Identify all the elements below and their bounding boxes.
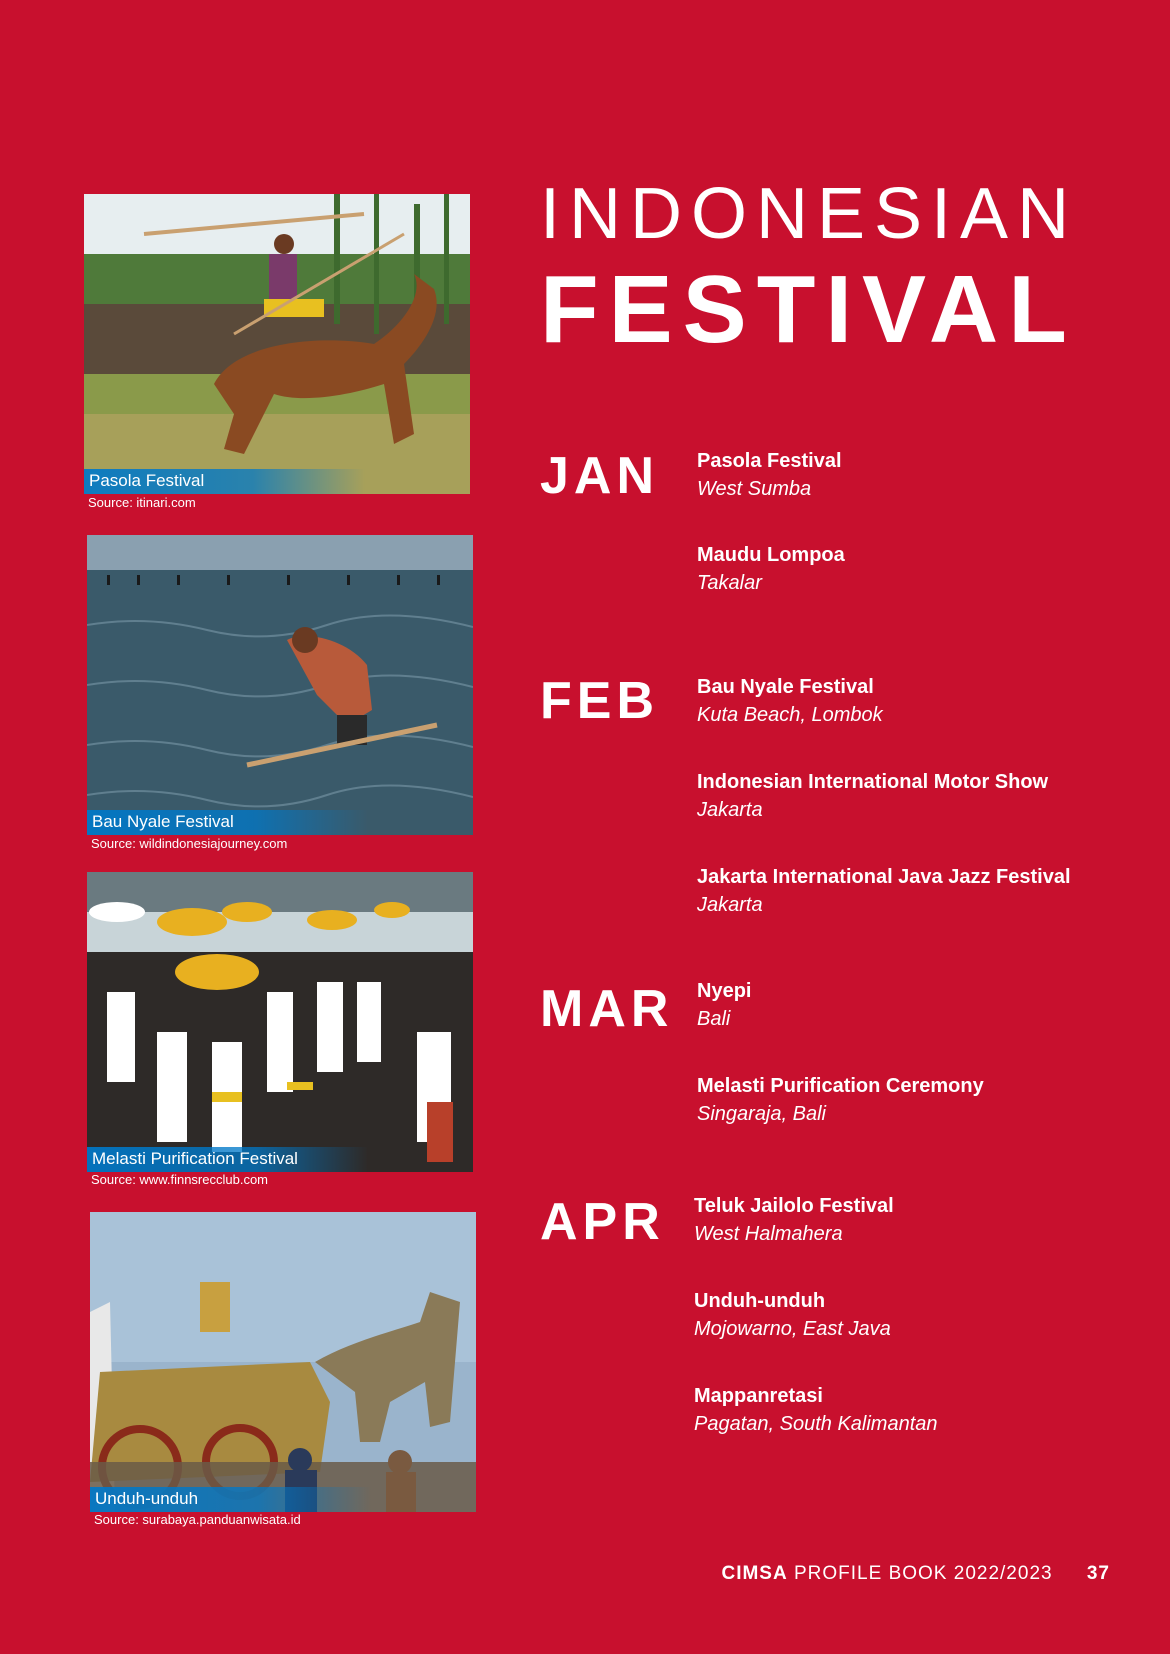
event-name: Maudu Lompoa bbox=[697, 544, 845, 566]
month-jan: JAN bbox=[540, 447, 660, 505]
bau-nyale-image bbox=[87, 535, 473, 835]
event-place: Jakarta bbox=[697, 894, 763, 916]
event-name: Melasti Purification Ceremony bbox=[697, 1075, 984, 1097]
event-place: Singaraja, Bali bbox=[697, 1103, 826, 1125]
month-mar: MAR bbox=[540, 980, 674, 1038]
event-place: Takalar bbox=[697, 572, 762, 594]
month-apr: APR bbox=[540, 1193, 665, 1251]
page-title-line2: FESTIVAL bbox=[540, 256, 1077, 363]
event-item bbox=[697, 542, 1127, 598]
event-item bbox=[697, 1073, 1127, 1129]
event-place: Bali bbox=[697, 1008, 731, 1030]
page-title-line1: INDONESIAN bbox=[540, 174, 1079, 254]
photo-caption: Bau Nyale Festival bbox=[87, 810, 368, 835]
event-item bbox=[697, 448, 1127, 504]
event-place: Kuta Beach, Lombok bbox=[697, 704, 883, 726]
event-item bbox=[697, 864, 1127, 920]
month-feb: FEB bbox=[540, 672, 659, 730]
photo-source: Source: wildindonesiajourney.com bbox=[91, 836, 288, 851]
photo-caption: Pasola Festival bbox=[84, 469, 365, 494]
event-name: Indonesian International Motor Show bbox=[697, 771, 1049, 793]
footer-brand: CIMSA bbox=[721, 1563, 788, 1584]
photo-pasola-festival bbox=[84, 194, 470, 494]
photo-bau-nyale-festival bbox=[87, 535, 473, 835]
event-name: Mappanretasi bbox=[694, 1385, 823, 1407]
event-name: Unduh-unduh bbox=[694, 1290, 826, 1312]
event-name: Nyepi bbox=[697, 980, 752, 1002]
footer-book-title: PROFILE BOOK 2022/2023 bbox=[794, 1563, 1053, 1584]
page-footer bbox=[721, 1563, 1110, 1585]
event-place: Jakarta bbox=[697, 799, 763, 821]
photo-source: Source: www.finnsrecclub.com bbox=[91, 1172, 269, 1187]
photo-melasti-purification-festival bbox=[87, 872, 473, 1172]
melasti-image bbox=[87, 872, 473, 1172]
event-name: Pasola Festival bbox=[697, 450, 842, 472]
event-item bbox=[697, 978, 1127, 1034]
event-name: Bau Nyale Festival bbox=[697, 676, 874, 698]
event-item bbox=[697, 674, 1127, 730]
event-place: West Halmahera bbox=[694, 1223, 843, 1245]
photo-caption: Unduh-unduh bbox=[90, 1487, 371, 1512]
event-item bbox=[694, 1288, 1124, 1344]
photo-caption: Melasti Purification Festival bbox=[87, 1147, 368, 1172]
event-name: Jakarta International Java Jazz Festival bbox=[697, 866, 1071, 888]
photo-source: Source: itinari.com bbox=[88, 495, 196, 510]
photo-unduh-unduh bbox=[90, 1212, 476, 1512]
event-place: Mojowarno, East Java bbox=[694, 1318, 891, 1340]
event-place: West Sumba bbox=[697, 478, 812, 500]
unduh-unduh-image bbox=[90, 1212, 476, 1512]
event-item bbox=[697, 769, 1127, 825]
page-number: 37 bbox=[1086, 1563, 1110, 1584]
event-item bbox=[694, 1383, 1124, 1439]
event-item bbox=[694, 1193, 1124, 1249]
photo-source: Source: surabaya.panduanwisata.id bbox=[94, 1512, 301, 1527]
pasola-image bbox=[84, 194, 470, 494]
event-place: Pagatan, South Kalimantan bbox=[694, 1413, 938, 1435]
event-name: Teluk Jailolo Festival bbox=[694, 1195, 894, 1217]
